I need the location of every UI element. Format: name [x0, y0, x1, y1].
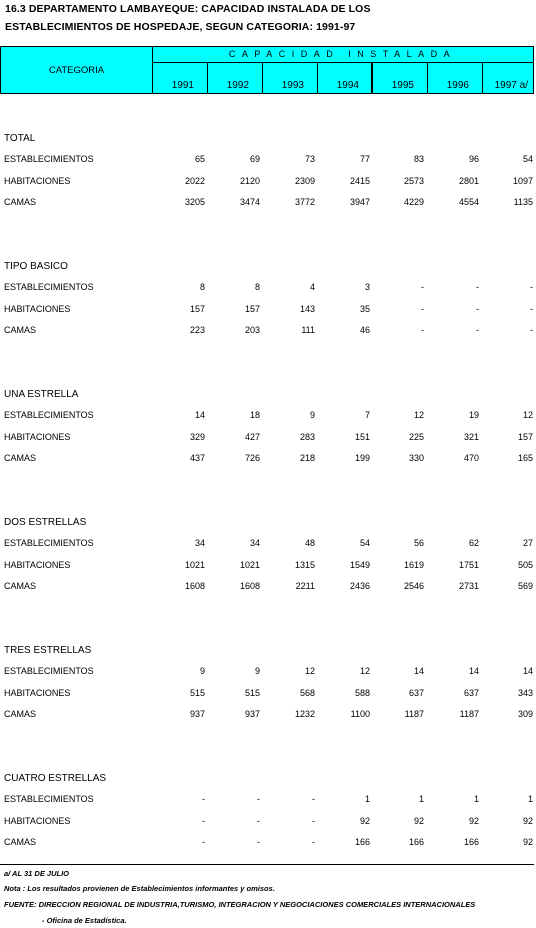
table-row	[0, 432, 536, 444]
cell-value: 2573	[403, 176, 424, 186]
cell-value: 2801	[458, 176, 479, 186]
footnote-source-office: - Oficina de Estadística.	[42, 916, 127, 925]
cell-value: 569	[517, 581, 533, 591]
table-title-line-1: 16.3 DEPARTAMENTO LAMBAYEQUE: CAPACIDAD INSTALADA DE LOS	[5, 3, 371, 15]
footnote-a: a/ AL 31 DE JULIO	[4, 869, 70, 878]
row-label: CAMAS	[4, 709, 37, 719]
cell-value: 9	[309, 410, 315, 420]
cell-value: 1608	[184, 581, 205, 591]
cell-value: 165	[517, 453, 533, 463]
table-row	[0, 538, 536, 550]
cell-value: 7	[364, 410, 370, 420]
cell-value: 199	[354, 453, 370, 463]
cell-value: -	[257, 794, 260, 804]
cell-value: 12	[522, 410, 533, 420]
row-label: ESTABLECIMIENTOS	[4, 282, 94, 292]
cell-value: 34	[249, 538, 260, 548]
cell-value: 515	[244, 688, 260, 698]
cell-value: 2415	[349, 176, 370, 186]
cell-value: -	[530, 304, 533, 314]
cell-value: 157	[517, 432, 533, 442]
column-divider	[262, 63, 263, 93]
year-header: 1991	[171, 80, 194, 91]
cell-value: 283	[299, 432, 315, 442]
cell-value: 73	[304, 154, 315, 164]
cell-value: 92	[522, 837, 533, 847]
cell-value: 48	[304, 538, 315, 548]
column-divider	[317, 63, 318, 93]
cell-value: 143	[299, 304, 315, 314]
cell-value: 203	[244, 325, 260, 335]
footnote-nota: Nota : Los resultados provienen de Establecimientos informantes y omisos.	[4, 884, 275, 893]
cell-value: -	[312, 794, 315, 804]
table-row	[0, 410, 536, 422]
cell-value: 111	[301, 325, 315, 335]
cell-value: 3	[364, 282, 370, 292]
cell-value: 92	[522, 816, 533, 826]
cell-value: 1100	[350, 709, 370, 719]
cell-value: 1751	[458, 560, 479, 570]
cell-value: 2436	[349, 581, 370, 591]
table-row	[0, 176, 536, 188]
cell-value: 92	[413, 816, 424, 826]
cell-value: 3474	[239, 197, 260, 207]
row-label: ESTABLECIMIENTOS	[4, 154, 94, 164]
column-divider	[427, 63, 428, 93]
year-header: 1994	[336, 80, 359, 91]
cell-value: 2731	[458, 581, 479, 591]
column-divider	[482, 63, 483, 93]
row-label: CAMAS	[4, 325, 37, 335]
cell-value: 14	[194, 410, 205, 420]
cell-value: 54	[359, 538, 370, 548]
table-row	[0, 453, 536, 465]
table-row	[0, 560, 536, 572]
capacity-group-header: CAPACIDAD INSTALADA	[152, 47, 533, 63]
table-row	[0, 794, 536, 806]
cell-value: 56	[413, 538, 424, 548]
row-label: ESTABLECIMIENTOS	[4, 410, 94, 420]
cell-value: -	[476, 282, 479, 292]
cell-value: 166	[354, 837, 370, 847]
cell-value: 1021	[184, 560, 205, 570]
cell-value: 437	[189, 453, 205, 463]
table-row	[0, 304, 536, 316]
cell-value: 225	[408, 432, 424, 442]
cell-value: 18	[249, 410, 260, 420]
year-header: 1993	[281, 80, 304, 91]
table-title-line-2: ESTABLECIMIENTOS DE HOSPEDAJE, SEGUN CATEGORIA: 1991-97	[5, 21, 356, 33]
cell-value: 96	[468, 154, 479, 164]
cell-value: 1	[418, 794, 424, 804]
row-label: ESTABLECIMIENTOS	[4, 666, 94, 676]
row-label: CAMAS	[4, 837, 37, 847]
cell-value: 157	[189, 304, 205, 314]
cell-value: -	[257, 816, 260, 826]
cell-value: 151	[354, 432, 370, 442]
table-row	[0, 837, 536, 849]
cell-value: -	[202, 794, 205, 804]
cell-value: 4	[309, 282, 315, 292]
cell-value: 4229	[403, 197, 424, 207]
cell-value: 35	[359, 304, 370, 314]
table-row	[0, 154, 536, 166]
cell-value: 8	[199, 282, 205, 292]
table-row	[0, 197, 536, 209]
cell-value: 4554	[458, 197, 479, 207]
year-header: 1997 a/	[494, 80, 528, 91]
table-row	[0, 581, 536, 593]
table-row	[0, 282, 536, 294]
cell-value: -	[312, 816, 315, 826]
cell-value: 62	[468, 538, 479, 548]
cell-value: 14	[413, 666, 424, 676]
column-divider	[371, 63, 373, 93]
category-header: CATEGORIA	[1, 47, 153, 93]
cell-value: 12	[304, 666, 315, 676]
year-header: 1995	[391, 80, 414, 91]
row-label: HABITACIONES	[4, 560, 71, 570]
cell-value: 1	[364, 794, 370, 804]
cell-value: -	[202, 837, 205, 847]
row-label: ESTABLECIMIENTOS	[4, 538, 94, 548]
cell-value: 83	[413, 154, 424, 164]
cell-value: 2120	[239, 176, 260, 186]
cell-value: 92	[468, 816, 479, 826]
cell-value: 343	[517, 688, 533, 698]
footer-rule	[0, 864, 534, 865]
cell-value: 54	[522, 154, 533, 164]
cell-value: 12	[413, 410, 424, 420]
cell-value: 27	[522, 538, 533, 548]
cell-value: 470	[463, 453, 479, 463]
row-label: HABITACIONES	[4, 816, 71, 826]
cell-value: 1315	[294, 560, 315, 570]
cell-value: 3772	[294, 197, 315, 207]
cell-value: 309	[517, 709, 533, 719]
table-row	[0, 688, 536, 700]
row-label: CAMAS	[4, 197, 37, 207]
cell-value: -	[530, 282, 533, 292]
cell-value: 92	[359, 816, 370, 826]
cell-value: 568	[299, 688, 315, 698]
cell-value: 2309	[294, 176, 315, 186]
table-row	[0, 666, 536, 678]
cell-value: -	[202, 816, 205, 826]
table-row	[0, 709, 536, 721]
year-header: 1996	[446, 80, 469, 91]
row-label: ESTABLECIMIENTOS	[4, 794, 94, 804]
cell-value: 9	[199, 666, 205, 676]
cell-value: 1	[473, 794, 479, 804]
cell-value: 46	[359, 325, 370, 335]
cell-value: 19	[468, 410, 479, 420]
cell-value: 637	[463, 688, 479, 698]
cell-value: 726	[244, 453, 260, 463]
cell-value: 1135	[513, 197, 533, 207]
cell-value: 9	[254, 666, 260, 676]
cell-value: 218	[299, 453, 315, 463]
cell-value: 166	[463, 837, 479, 847]
cell-value: 321	[463, 432, 479, 442]
cell-value: 1232	[294, 709, 315, 719]
cell-value: 14	[522, 666, 533, 676]
cell-value: 77	[359, 154, 370, 164]
section-heading: TRES ESTRELLAS	[4, 645, 92, 656]
section-heading: TOTAL	[4, 133, 36, 144]
cell-value: 1619	[403, 560, 424, 570]
cell-value: 1097	[512, 176, 533, 186]
cell-value: 3947	[349, 197, 370, 207]
cell-value: 8	[254, 282, 260, 292]
row-label: HABITACIONES	[4, 304, 71, 314]
cell-value: 427	[244, 432, 260, 442]
cell-value: -	[312, 837, 315, 847]
row-label: CAMAS	[4, 453, 37, 463]
cell-value: 505	[517, 560, 533, 570]
column-divider	[207, 63, 208, 93]
table-row	[0, 325, 536, 337]
cell-value: -	[476, 304, 479, 314]
cell-value: 937	[189, 709, 205, 719]
table-header	[0, 46, 534, 94]
cell-value: -	[530, 325, 533, 335]
cell-value: 515	[189, 688, 205, 698]
cell-value: -	[421, 282, 424, 292]
cell-value: 329	[189, 432, 205, 442]
year-header: 1992	[226, 80, 249, 91]
cell-value: 1187	[459, 709, 479, 719]
cell-value: 3205	[184, 197, 205, 207]
cell-value: 2022	[184, 176, 205, 186]
cell-value: -	[421, 304, 424, 314]
footnote-source: FUENTE: DIRECCION REGIONAL DE INDUSTRIA,TURISMO, INTEGRACION Y NEGOCIACIONES COMERCIALES INTERNACIONALES	[4, 900, 476, 909]
row-label: HABITACIONES	[4, 176, 71, 186]
cell-value: 1021	[239, 560, 260, 570]
table-row	[0, 816, 536, 828]
cell-value: 1	[527, 794, 533, 804]
cell-value: 157	[244, 304, 260, 314]
cell-value: 223	[189, 325, 205, 335]
cell-value: 637	[408, 688, 424, 698]
row-label: HABITACIONES	[4, 688, 71, 698]
section-heading: UNA ESTRELLA	[4, 389, 79, 400]
cell-value: 2211	[295, 581, 315, 591]
cell-value: 937	[244, 709, 260, 719]
cell-value: 34	[194, 538, 205, 548]
cell-value: 588	[354, 688, 370, 698]
row-label: CAMAS	[4, 581, 37, 591]
cell-value: 1549	[349, 560, 370, 570]
row-label: HABITACIONES	[4, 432, 71, 442]
cell-value: 166	[408, 837, 424, 847]
cell-value: 1187	[404, 709, 424, 719]
cell-value: 1608	[239, 581, 260, 591]
section-heading: CUATRO ESTRELLAS	[4, 773, 107, 784]
cell-value: 2546	[403, 581, 424, 591]
cell-value: 330	[408, 453, 424, 463]
cell-value: 14	[468, 666, 479, 676]
section-heading: DOS ESTRELLAS	[4, 517, 87, 528]
section-heading: TIPO BASICO	[4, 261, 68, 272]
cell-value: 69	[249, 154, 260, 164]
cell-value: 65	[194, 154, 205, 164]
cell-value: -	[476, 325, 479, 335]
cell-value: 12	[359, 666, 370, 676]
cell-value: -	[421, 325, 424, 335]
cell-value: -	[257, 837, 260, 847]
